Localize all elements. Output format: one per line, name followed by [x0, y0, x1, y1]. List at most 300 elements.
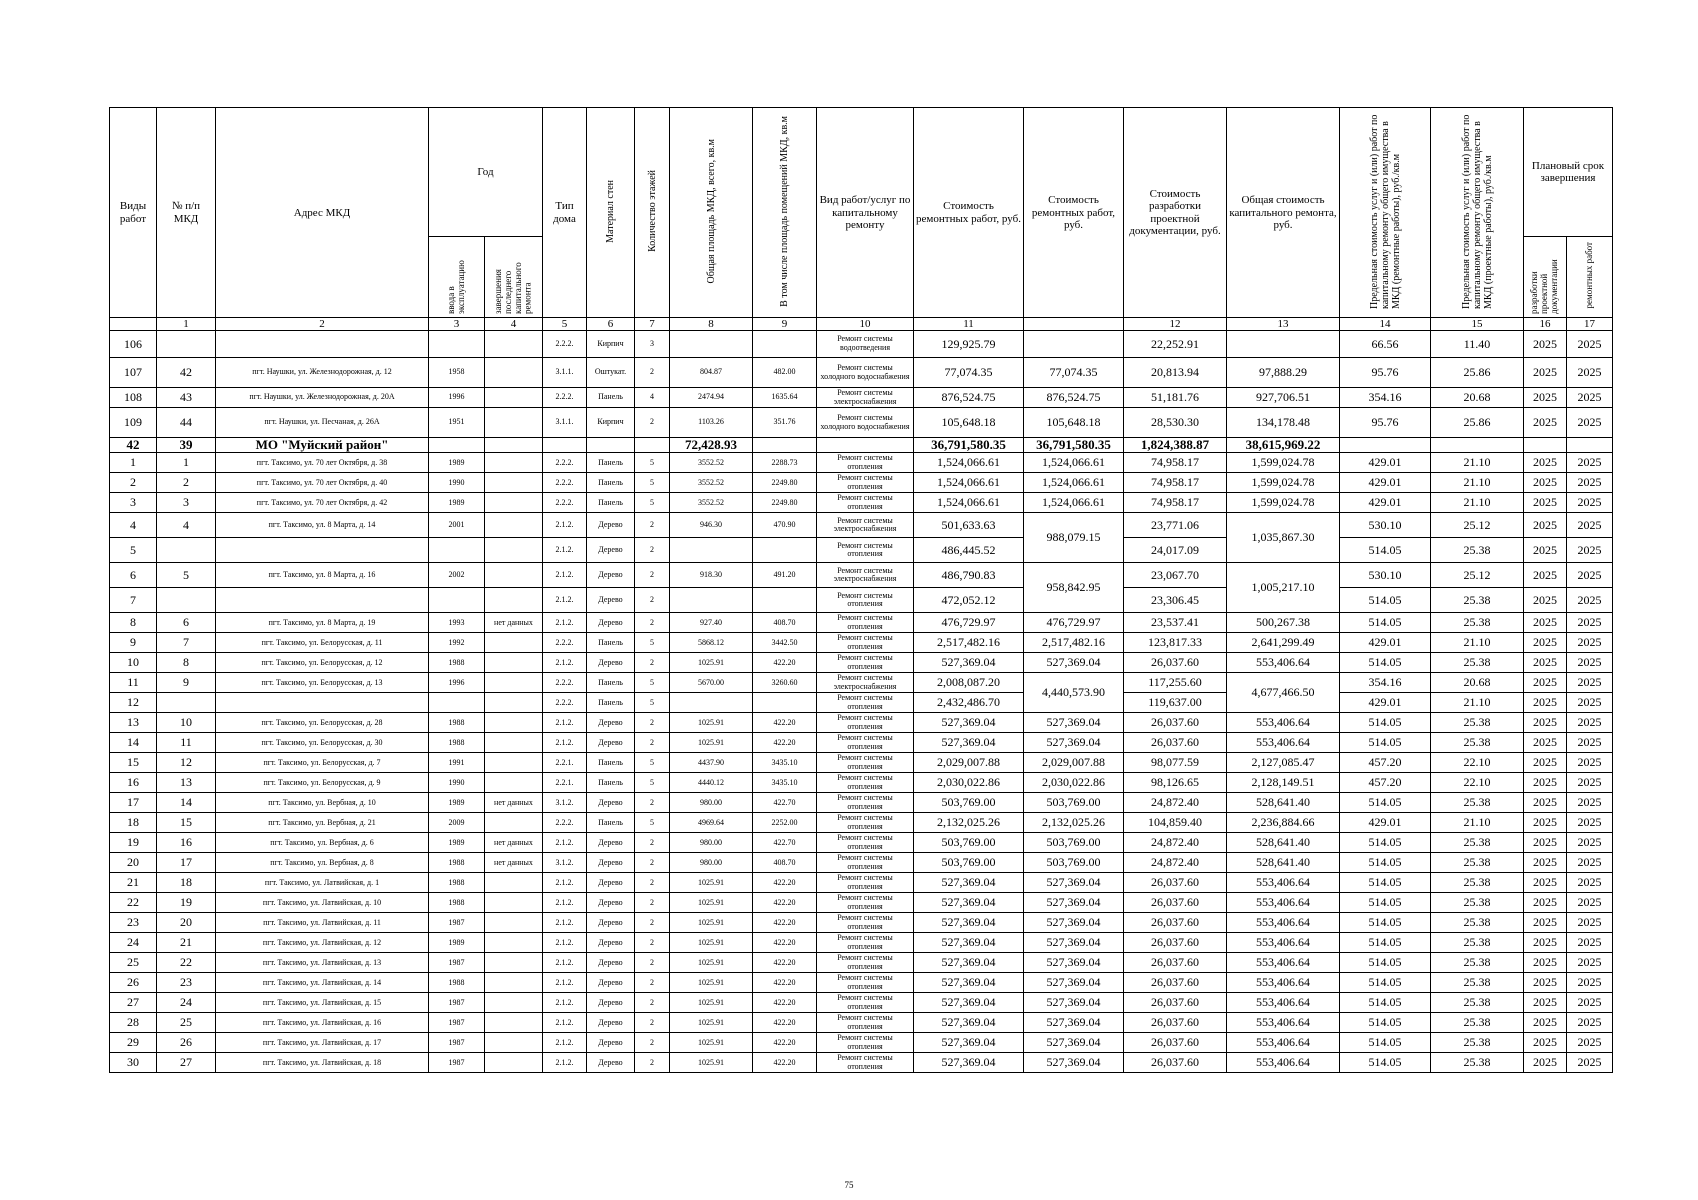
cell-c8: 3552.52	[670, 473, 753, 493]
cell-c1: 42	[157, 358, 216, 388]
cell-c2: пгт. Таксимо, ул. 8 Марта, д. 19	[216, 613, 429, 633]
cell-c15: 429.01	[1340, 633, 1431, 653]
cell-c11: 77,074.35	[914, 358, 1024, 388]
cell-c7: 2	[635, 653, 670, 673]
cell-c3: 1991	[429, 753, 485, 773]
cell-c12: 1,524,066.61	[1024, 453, 1124, 473]
cell-c2: пгт. Таксимо, ул. 70 лет Октября, д. 38	[216, 453, 429, 473]
cell-c17: 2025	[1524, 713, 1567, 733]
cell-c4	[485, 953, 543, 973]
cell-c6: Дерево	[587, 588, 635, 613]
cell-c8: 1025.91	[670, 1033, 753, 1053]
cell-c14: 2,127,085.47	[1227, 753, 1340, 773]
cell-c0: 18	[110, 813, 157, 833]
table-row	[110, 613, 1613, 633]
cell-c5: 2.2.2.	[543, 388, 587, 408]
cell-c4	[485, 388, 543, 408]
cell-c11: 2,517,482.16	[914, 633, 1024, 653]
cell-c5: 2.1.2.	[543, 653, 587, 673]
cell-c16: 25.38	[1431, 993, 1524, 1013]
cell-c1: 6	[157, 613, 216, 633]
cell-c13: 28,530.30	[1124, 408, 1227, 438]
cell-c10: Ремонт системы отопления	[817, 933, 914, 953]
cell-c2: пгт. Таксимо, ул. Вербная, д. 8	[216, 853, 429, 873]
cell-c4	[485, 973, 543, 993]
cell-c7: 2	[635, 1053, 670, 1073]
cell-c10: Ремонт системы отопления	[817, 453, 914, 473]
cell-c15: 66.56	[1340, 331, 1431, 358]
cell-c17: 2025	[1524, 993, 1567, 1013]
cell-c9: 408.70	[753, 613, 817, 633]
cell-c5: 2.1.2.	[543, 513, 587, 538]
cell-c15: 514.05	[1340, 913, 1431, 933]
cell-c11: 527,369.04	[914, 713, 1024, 733]
cell-c1: 1	[157, 453, 216, 473]
cell-c9: 2288.73	[753, 453, 817, 473]
cell-c3: 1987	[429, 913, 485, 933]
cell-c11: 2,432,486.70	[914, 693, 1024, 713]
cell-c3: 1987	[429, 993, 485, 1013]
column-number: 10	[817, 318, 914, 331]
cell-c10: Ремонт системы отопления	[817, 853, 914, 873]
cell-c1: 8	[157, 653, 216, 673]
cell-c5: 2.1.2.	[543, 933, 587, 953]
cell-c7: 2	[635, 833, 670, 853]
cell-c16: 20.68	[1431, 388, 1524, 408]
cell-c11: 527,369.04	[914, 973, 1024, 993]
table-row	[110, 833, 1613, 853]
cell-c6: Оштукат.	[587, 358, 635, 388]
cell-c4	[485, 873, 543, 893]
table-row	[110, 793, 1613, 813]
cell-c9: 470.90	[753, 513, 817, 538]
cell-c2: пгт. Таксимо, ул. Белорусская, д. 11	[216, 633, 429, 653]
cell-c8: 980.00	[670, 793, 753, 813]
cell-c9: 482.00	[753, 358, 817, 388]
cell-c13: 117,255.60	[1124, 673, 1227, 693]
cell-c3: 1989	[429, 493, 485, 513]
cell-c5: 3.1.2.	[543, 793, 587, 813]
cell-c18: 2025	[1567, 1033, 1613, 1053]
cell-c4	[485, 933, 543, 953]
cell-c11: 503,769.00	[914, 793, 1024, 813]
cell-c3: 2009	[429, 813, 485, 833]
cell-c18: 2025	[1567, 773, 1613, 793]
cell-c12	[1024, 331, 1124, 358]
cell-c4	[485, 358, 543, 388]
cell-c10: Ремонт системы отопления	[817, 793, 914, 813]
cell-c16: 21.10	[1431, 473, 1524, 493]
cell-c16: 25.38	[1431, 833, 1524, 853]
cell-c7: 5	[635, 633, 670, 653]
total-cell-c15	[1340, 438, 1431, 453]
cell-c2: пгт. Таксимо, ул. Белорусская, д. 13	[216, 673, 429, 693]
cell-c0: 9	[110, 633, 157, 653]
cell-c2: пгт. Таксимо, ул. Вербная, д. 6	[216, 833, 429, 853]
cell-c10: Ремонт системы отопления	[817, 588, 914, 613]
column-number: 15	[1431, 318, 1524, 331]
cell-c17: 2025	[1524, 493, 1567, 513]
cell-c13: 26,037.60	[1124, 1033, 1227, 1053]
cell-c9: 422.20	[753, 733, 817, 753]
cell-c17: 2025	[1524, 733, 1567, 753]
column-number: 14	[1340, 318, 1431, 331]
cell-c10: Ремонт системы отопления	[817, 973, 914, 993]
cell-c18: 2025	[1567, 713, 1613, 733]
cell-c11: 503,769.00	[914, 853, 1024, 873]
cell-c13: 26,037.60	[1124, 973, 1227, 993]
cell-c10: Ремонт системы отопления	[817, 913, 914, 933]
cell-c1: 13	[157, 773, 216, 793]
cell-c1	[157, 331, 216, 358]
cell-c18: 2025	[1567, 408, 1613, 438]
cell-c5: 2.1.2.	[543, 588, 587, 613]
cell-c2: пгт. Таксимо, ул. Латвийская, д. 16	[216, 1013, 429, 1033]
cell-c10: Ремонт системы отопления	[817, 773, 914, 793]
cell-c14: 927,706.51	[1227, 388, 1340, 408]
cell-c18: 2025	[1567, 913, 1613, 933]
cell-c15: 95.76	[1340, 358, 1431, 388]
cell-c14: 553,406.64	[1227, 973, 1340, 993]
cell-c11: 1,524,066.61	[914, 453, 1024, 473]
cell-c14: 1,599,024.78	[1227, 493, 1340, 513]
cell-c11: 527,369.04	[914, 1053, 1024, 1073]
cell-c12: 527,369.04	[1024, 1013, 1124, 1033]
table-row	[110, 453, 1613, 473]
cell-c0: 24	[110, 933, 157, 953]
cell-c7: 2	[635, 873, 670, 893]
cell-c16: 25.38	[1431, 733, 1524, 753]
cell-c12: 527,369.04	[1024, 973, 1124, 993]
cell-c7: 5	[635, 453, 670, 473]
cell-c4	[485, 588, 543, 613]
cell-c0: 2	[110, 473, 157, 493]
cell-c0: 8	[110, 613, 157, 633]
cell-c18: 2025	[1567, 358, 1613, 388]
cell-c2: пгт. Наушки, ул. Железнодорожная, д. 20А	[216, 388, 429, 408]
total-cell-c12: 36,791,580.35	[1024, 438, 1124, 453]
cell-c1: 23	[157, 973, 216, 993]
total-cell-c17	[1524, 438, 1567, 453]
cell-c13: 119,637.00	[1124, 693, 1227, 713]
cell-c2: пгт. Таксимо, ул. Латвийская, д. 17	[216, 1033, 429, 1053]
cell-c13: 24,872.40	[1124, 833, 1227, 853]
cell-c8: 927.40	[670, 613, 753, 633]
cell-c9	[753, 331, 817, 358]
cell-c0: 108	[110, 388, 157, 408]
cell-c11: 2,029,007.88	[914, 753, 1024, 773]
cell-c6: Панель	[587, 493, 635, 513]
cell-c1	[157, 693, 216, 713]
cell-c17: 2025	[1524, 913, 1567, 933]
cell-c15: 429.01	[1340, 473, 1431, 493]
cell-c6: Панель	[587, 773, 635, 793]
cell-c11: 527,369.04	[914, 993, 1024, 1013]
cell-c12: 527,369.04	[1024, 873, 1124, 893]
column-number: 3	[429, 318, 485, 331]
cell-c2: пгт. Таксимо, ул. Белорусская, д. 28	[216, 713, 429, 733]
cell-c14: 553,406.64	[1227, 873, 1340, 893]
cell-c7: 5	[635, 493, 670, 513]
cell-c10: Ремонт системы отопления	[817, 1053, 914, 1073]
column-number: 11	[914, 318, 1024, 331]
cell-c12: 527,369.04	[1024, 1033, 1124, 1053]
cell-c15: 514.05	[1340, 893, 1431, 913]
col-header-type: Тип дома	[543, 108, 587, 318]
cell-c18: 2025	[1567, 753, 1613, 773]
cell-c7: 2	[635, 358, 670, 388]
cell-c5: 2.2.2.	[543, 331, 587, 358]
cell-c15: 514.05	[1340, 993, 1431, 1013]
cell-c3: 1958	[429, 358, 485, 388]
cell-c7: 2	[635, 613, 670, 633]
cell-c2: пгт. Таксимо, ул. Белорусская, д. 12	[216, 653, 429, 673]
cell-c5: 2.1.2.	[543, 833, 587, 853]
cell-c17: 2025	[1524, 331, 1567, 358]
cell-c12: 958,842.95	[1024, 563, 1124, 613]
table-row	[110, 813, 1613, 833]
cell-c9: 422.20	[753, 953, 817, 973]
cell-c9: 2249.80	[753, 493, 817, 513]
cell-c18: 2025	[1567, 1013, 1613, 1033]
column-number: 12	[1124, 318, 1227, 331]
cell-c13: 74,958.17	[1124, 453, 1227, 473]
cell-c6: Дерево	[587, 953, 635, 973]
cell-c11: 105,648.18	[914, 408, 1024, 438]
cell-c17: 2025	[1524, 833, 1567, 853]
cell-c1: 18	[157, 873, 216, 893]
cell-c16: 25.86	[1431, 408, 1524, 438]
total-row	[110, 438, 1613, 453]
cell-c2: пгт. Наушки, ул. Железнодорожная, д. 12	[216, 358, 429, 388]
cell-c17: 2025	[1524, 613, 1567, 633]
cell-c3: 1988	[429, 733, 485, 753]
cell-c17: 2025	[1524, 933, 1567, 953]
cell-c12: 527,369.04	[1024, 713, 1124, 733]
cell-c1: 25	[157, 1013, 216, 1033]
cell-c8: 980.00	[670, 833, 753, 853]
col-header-vid: Виды работ	[110, 108, 157, 318]
cell-c14: 553,406.64	[1227, 713, 1340, 733]
cell-c18: 2025	[1567, 1053, 1613, 1073]
cell-c17: 2025	[1524, 813, 1567, 833]
cell-c16: 25.38	[1431, 538, 1524, 563]
cell-c4	[485, 473, 543, 493]
cell-c4	[485, 1013, 543, 1033]
cell-c15: 514.05	[1340, 1033, 1431, 1053]
cell-c18: 2025	[1567, 933, 1613, 953]
cell-c14: 134,178.48	[1227, 408, 1340, 438]
cell-c18: 2025	[1567, 793, 1613, 813]
cell-c15: 514.05	[1340, 733, 1431, 753]
cell-c17: 2025	[1524, 753, 1567, 773]
cell-c1: 26	[157, 1033, 216, 1053]
cell-c8	[670, 588, 753, 613]
cell-c13: 26,037.60	[1124, 1013, 1227, 1033]
cell-c8: 1025.91	[670, 933, 753, 953]
cell-c17: 2025	[1524, 653, 1567, 673]
cell-c18: 2025	[1567, 733, 1613, 753]
cell-c15: 514.05	[1340, 1013, 1431, 1033]
cell-c3: 2001	[429, 513, 485, 538]
cell-c0: 30	[110, 1053, 157, 1073]
cell-c6: Дерево	[587, 933, 635, 953]
cell-c7: 2	[635, 973, 670, 993]
cell-c9: 422.20	[753, 993, 817, 1013]
cell-c18: 2025	[1567, 563, 1613, 588]
cell-c6: Дерево	[587, 833, 635, 853]
cell-c16: 25.38	[1431, 873, 1524, 893]
col-header-work: Вид работ/услуг по капитальному ремонту	[817, 108, 914, 318]
cell-c10: Ремонт системы отопления	[817, 1033, 914, 1053]
cell-c17: 2025	[1524, 893, 1567, 913]
column-number: 4	[485, 318, 543, 331]
cell-c1: 4	[157, 513, 216, 538]
cell-c15: 514.05	[1340, 853, 1431, 873]
cell-c7: 2	[635, 993, 670, 1013]
cell-c4	[485, 893, 543, 913]
cell-c8: 1025.91	[670, 873, 753, 893]
cell-c13: 26,037.60	[1124, 713, 1227, 733]
cell-c12: 1,524,066.61	[1024, 473, 1124, 493]
cell-c17: 2025	[1524, 953, 1567, 973]
table-row	[110, 538, 1613, 563]
cell-c8: 4440.12	[670, 773, 753, 793]
col-header-year-in: ввода в эксплуатацию	[429, 237, 485, 318]
cell-c13: 26,037.60	[1124, 913, 1227, 933]
cell-c1: 14	[157, 793, 216, 813]
cell-c8: 3552.52	[670, 453, 753, 473]
col-header-term-project: разработки проектной документации	[1524, 237, 1567, 318]
cell-c14: 500,267.38	[1227, 613, 1340, 633]
cell-c18: 2025	[1567, 493, 1613, 513]
cell-c3: 1996	[429, 388, 485, 408]
cell-c9	[753, 588, 817, 613]
col-header-floors: Количество этажей	[635, 108, 670, 318]
cell-c13: 23,771.06	[1124, 513, 1227, 538]
cell-c3: 1988	[429, 973, 485, 993]
cell-c14: 553,406.64	[1227, 653, 1340, 673]
cell-c17: 2025	[1524, 388, 1567, 408]
cell-c17: 2025	[1524, 793, 1567, 813]
cell-c8: 1025.91	[670, 1053, 753, 1073]
cell-c0: 10	[110, 653, 157, 673]
cell-c4	[485, 408, 543, 438]
cell-c18: 2025	[1567, 633, 1613, 653]
cell-c9: 422.20	[753, 653, 817, 673]
table-row	[110, 633, 1613, 653]
cell-c2: пгт. Таксимо, ул. Белорусская, д. 9	[216, 773, 429, 793]
cell-c14: 97,888.29	[1227, 358, 1340, 388]
cell-c9: 422.20	[753, 873, 817, 893]
cell-c12: 4,440,573.90	[1024, 673, 1124, 713]
cell-c2: пгт. Таксимо, ул. Вербная, д. 10	[216, 793, 429, 813]
cell-c10: Ремонт системы отопления	[817, 633, 914, 653]
cell-c3	[429, 588, 485, 613]
table-row	[110, 893, 1613, 913]
cell-c9: 422.20	[753, 913, 817, 933]
cell-c18: 2025	[1567, 893, 1613, 913]
cell-c18: 2025	[1567, 473, 1613, 493]
cell-c9: 3442.50	[753, 633, 817, 653]
cell-c7: 2	[635, 713, 670, 733]
cell-c12: 527,369.04	[1024, 913, 1124, 933]
cell-c1: 22	[157, 953, 216, 973]
col-header-cost2: Стоимость ремонтных работ, руб.	[1024, 108, 1124, 318]
table-row	[110, 913, 1613, 933]
cell-c2: пгт. Таксимо, ул. Белорусская, д. 30	[216, 733, 429, 753]
col-header-area: Общая площадь МКД, всего, кв.м	[670, 108, 753, 318]
column-number: 9	[753, 318, 817, 331]
cell-c9: 422.20	[753, 973, 817, 993]
table-row	[110, 973, 1613, 993]
cell-c6: Дерево	[587, 973, 635, 993]
cell-c14: 1,599,024.78	[1227, 453, 1340, 473]
table-row	[110, 1053, 1613, 1073]
cell-c11: 527,369.04	[914, 1033, 1024, 1053]
cell-c13: 74,958.17	[1124, 473, 1227, 493]
cell-c13: 98,126.65	[1124, 773, 1227, 793]
cell-c13: 26,037.60	[1124, 933, 1227, 953]
cell-c7: 2	[635, 893, 670, 913]
cell-c18: 2025	[1567, 673, 1613, 693]
cell-c5: 2.1.2.	[543, 913, 587, 933]
cell-c16: 21.10	[1431, 693, 1524, 713]
column-number	[110, 318, 157, 331]
cell-c4	[485, 773, 543, 793]
cell-c16: 25.12	[1431, 513, 1524, 538]
cell-c11: 2,132,025.26	[914, 813, 1024, 833]
cell-c13: 23,067.70	[1124, 563, 1227, 588]
column-number: 5	[543, 318, 587, 331]
cell-c2: пгт. Таксимо, ул. Латвийская, д. 15	[216, 993, 429, 1013]
cell-c5: 2.2.1.	[543, 753, 587, 773]
cell-c6: Дерево	[587, 873, 635, 893]
cell-c11: 486,445.52	[914, 538, 1024, 563]
cell-c2: пгт. Таксимо, ул. 70 лет Октября, д. 40	[216, 473, 429, 493]
cell-c18: 2025	[1567, 953, 1613, 973]
cell-c7: 2	[635, 563, 670, 588]
cell-c4	[485, 693, 543, 713]
cell-c13: 24,872.40	[1124, 853, 1227, 873]
cell-c15: 429.01	[1340, 453, 1431, 473]
cell-c18: 2025	[1567, 653, 1613, 673]
total-cell-c13: 1,824,388.87	[1124, 438, 1227, 453]
cell-c0: 15	[110, 753, 157, 773]
cell-c0: 106	[110, 331, 157, 358]
cell-c6: Кирпич	[587, 408, 635, 438]
cell-c13: 26,037.60	[1124, 993, 1227, 1013]
cell-c5: 2.2.2.	[543, 813, 587, 833]
cell-c16: 25.38	[1431, 1053, 1524, 1073]
cell-c1: 19	[157, 893, 216, 913]
total-cell-c9	[753, 438, 817, 453]
repair-program-table	[109, 107, 1613, 1073]
cell-c10: Ремонт системы электроснабжения	[817, 563, 914, 588]
cell-c9: 1635.64	[753, 388, 817, 408]
cell-c0: 109	[110, 408, 157, 438]
col-header-year-last: завершения последнего капитального ремонта	[485, 237, 543, 318]
cell-c14: 553,406.64	[1227, 1013, 1340, 1033]
cell-c3: 1987	[429, 953, 485, 973]
cell-c4	[485, 633, 543, 653]
col-header-limit-project: Предельная стоимость услуг и (или) работ по капитальному ремонту общего имущества в МКД (проектные работы), руб./кв.м	[1431, 108, 1524, 318]
cell-c3: 1987	[429, 1053, 485, 1073]
cell-c16: 25.86	[1431, 358, 1524, 388]
cell-c17: 2025	[1524, 693, 1567, 713]
cell-c4	[485, 713, 543, 733]
col-header-cost1: Стоимость ремонтных работ, руб.	[914, 108, 1024, 318]
